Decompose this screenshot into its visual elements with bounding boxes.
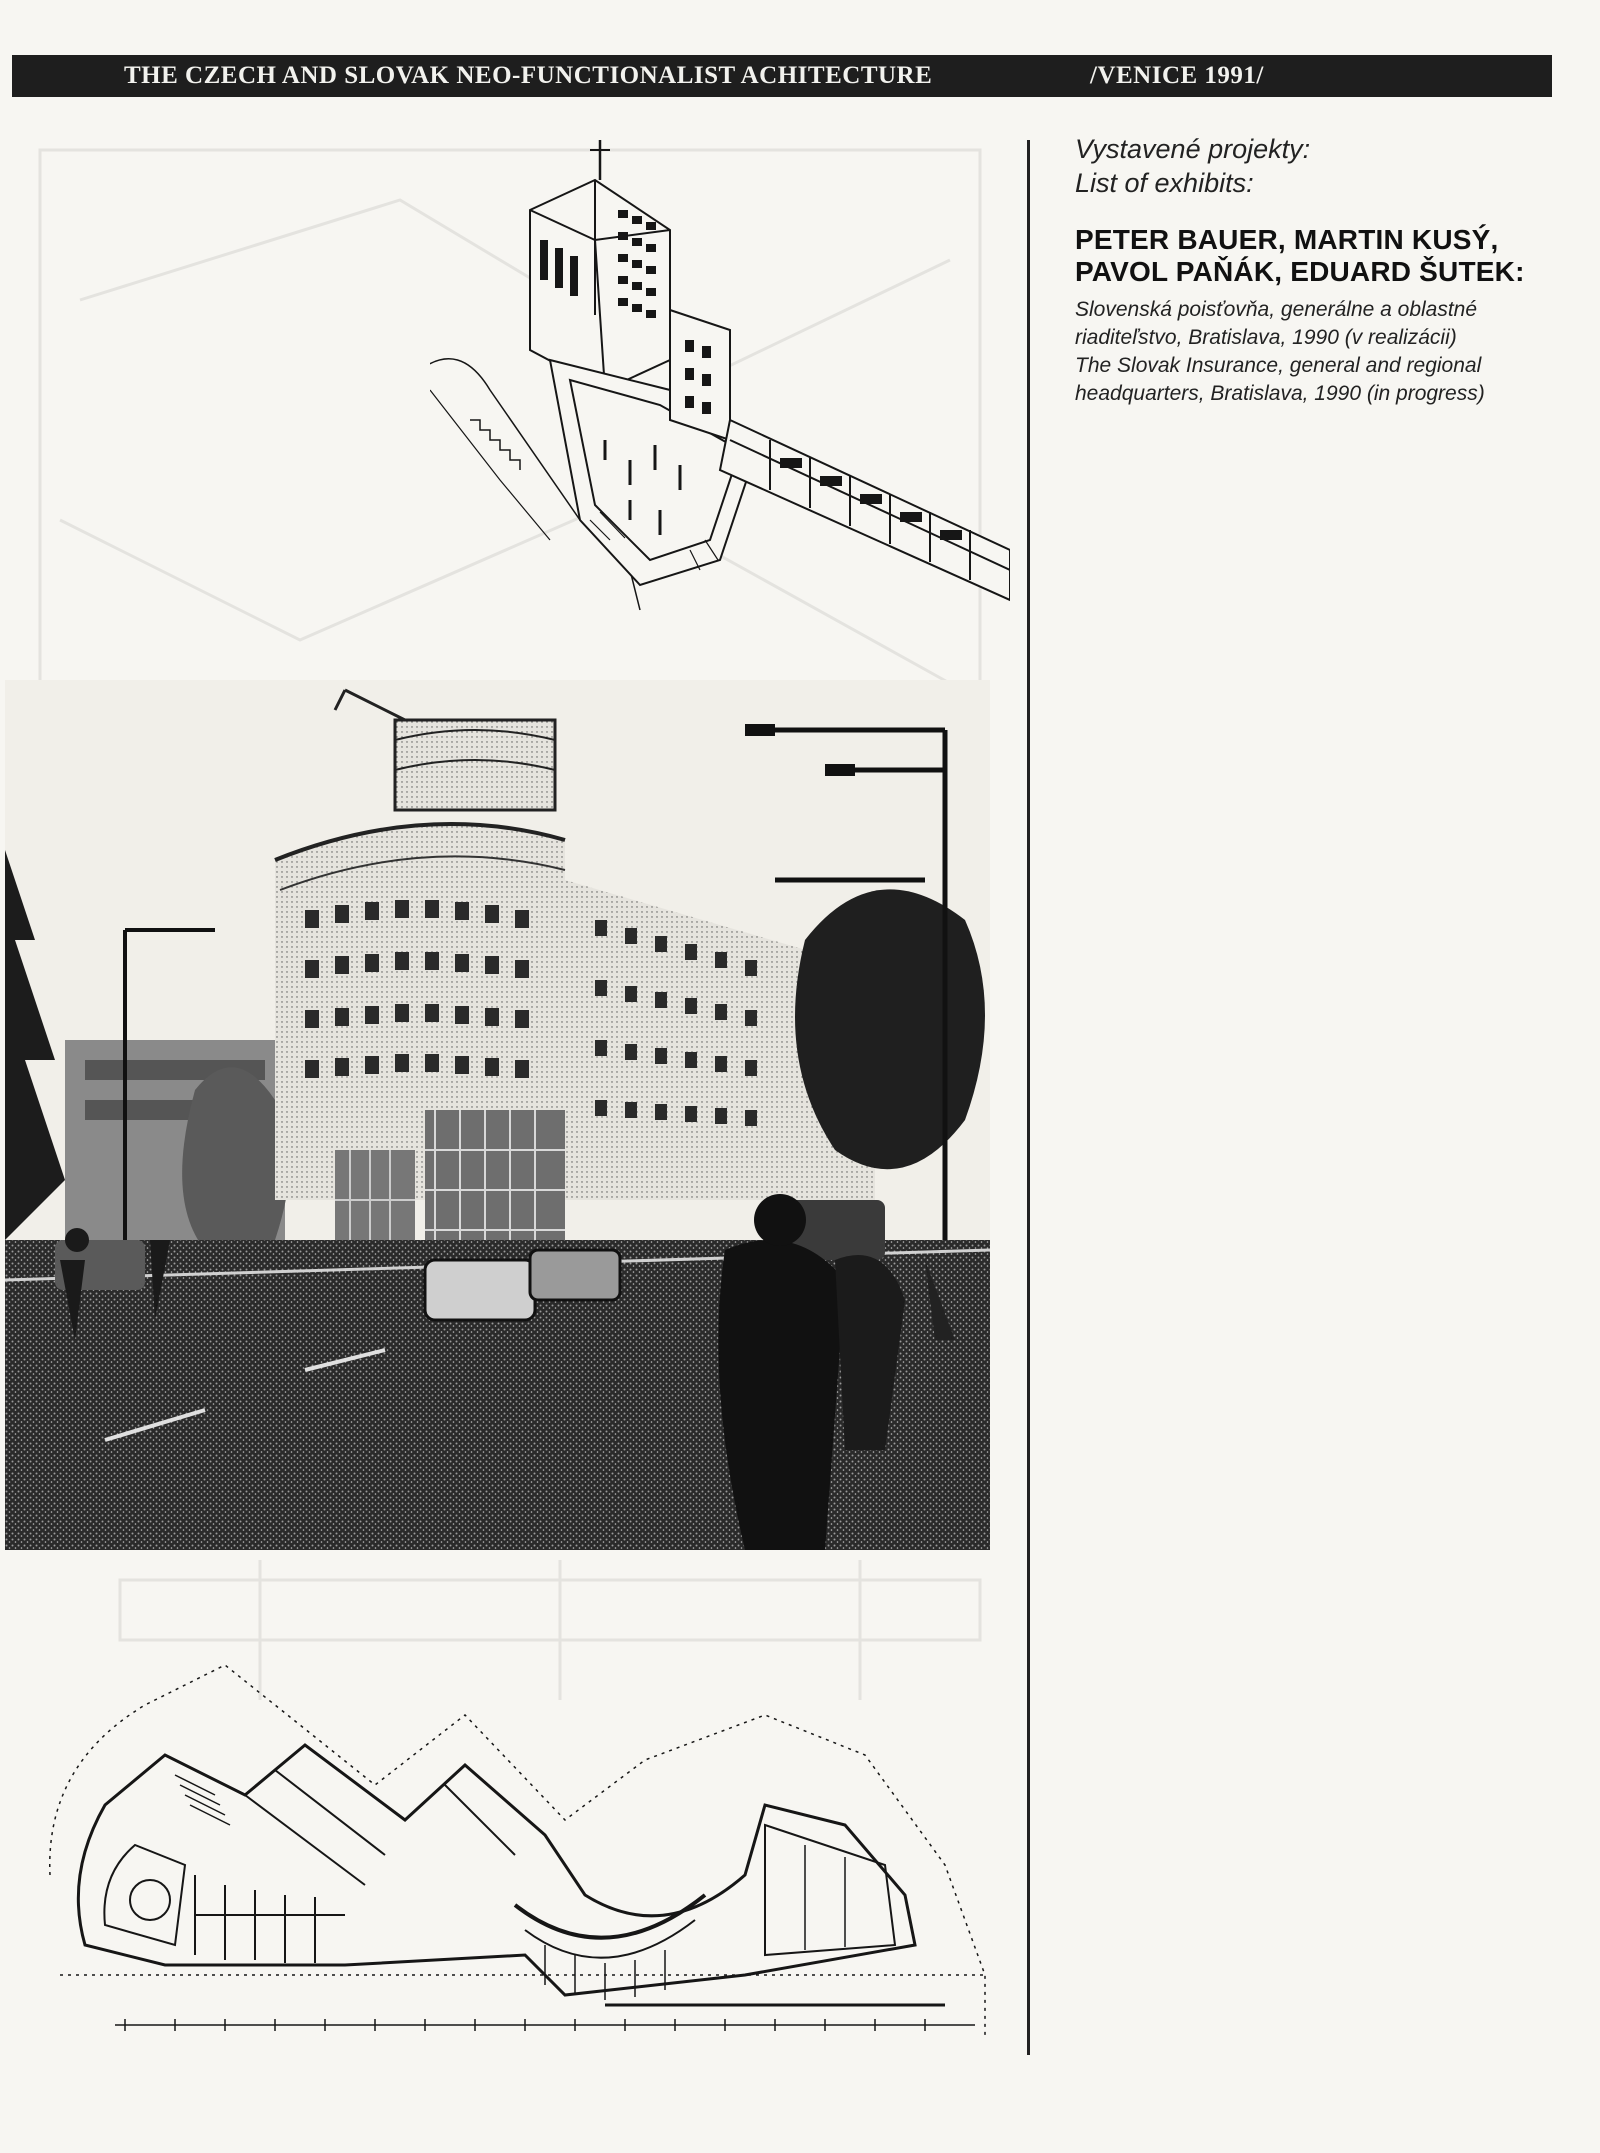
axonometric-drawing-svg (430, 140, 1010, 620)
project-description (1075, 296, 1575, 408)
exhibits-heading-en: List of exhibits: (1075, 168, 1254, 198)
desc-en-line-1: The Slovak Insurance, general and regional (1075, 354, 1482, 377)
page-header-event: /VENICE 1991/ (1090, 62, 1264, 89)
exhibits-heading-cz: Vystavené projekty: (1075, 134, 1311, 164)
floor-plan (45, 1645, 995, 2045)
street-photograph-svg (5, 680, 990, 1550)
floor-plan-svg (45, 1645, 995, 2045)
desc-cz-line-2: riaditeľstvo, Bratislava, 1990 (v realizácii) (1075, 326, 1457, 349)
architects-names (1075, 224, 1575, 288)
street-photograph (5, 680, 990, 1550)
exhibits-heading (1075, 132, 1575, 200)
architects-line-2: PAVOL PAŇÁK, EDUARD ŠUTEK: (1075, 256, 1525, 287)
page-header-title: THE CZECH AND SLOVAK NEO-FUNCTIONALIST ACHITECTURE (124, 62, 933, 89)
architects-line-1: PETER BAUER, MARTIN KUSÝ, (1075, 224, 1499, 255)
axonometric-drawing (430, 140, 1010, 620)
desc-cz-line-1: Slovenská poisťovňa, generálne a oblastné (1075, 298, 1478, 321)
exhibit-info (1075, 132, 1575, 408)
column-divider (1027, 140, 1030, 2055)
desc-en-line-2: headquarters, Bratislava, 1990 (in progress) (1075, 382, 1485, 405)
